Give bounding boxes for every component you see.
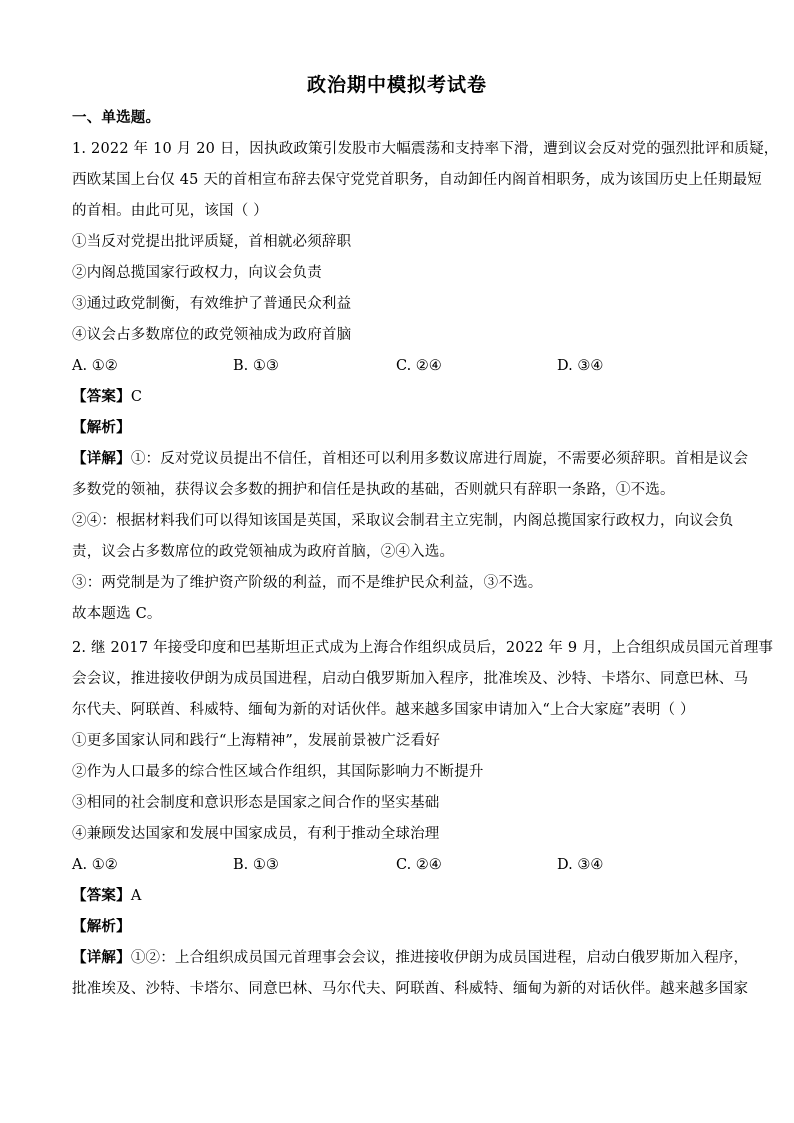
detail-tag: 【详解】 <box>72 949 131 966</box>
q1-detail-line-1 <box>72 449 748 469</box>
answer-tag: 【答案】 <box>72 388 131 405</box>
q1-option-d: D. ③④ <box>557 358 604 374</box>
q1-stem-line-2: 西欧某国上台仅 45 天的首相宣布辞去保守党党首职务，自动卸任内阁首相职务，成为该国历史上任期最短 <box>72 172 762 188</box>
detail-text: ①②：上合组织成员国元首理事会会议，推进接收伊朗为成员国进程，启动白俄罗斯加入程序， <box>130 950 749 966</box>
q2-answer <box>72 886 141 906</box>
q1-detail-line-5: ③：两党制是为了维护资产阶级的利益，而不是维护民众利益，③不选。 <box>72 575 543 591</box>
q1-detail-line-6: 故本题选 C。 <box>72 606 162 622</box>
q1-option-b: B. ①③ <box>233 358 279 374</box>
page-title: 政治期中模拟考试卷 <box>306 74 487 96</box>
q1-statement-3: ③通过政党制衡，有效维护了普通民众利益 <box>72 296 352 312</box>
q1-option-a: A. ①② <box>72 358 118 374</box>
q1-stem-line-1: 1. 2022 年 10 月 20 日，因执政政策引发股市大幅震荡和支持率下滑，遭到议会反对党的强烈批评和质疑， <box>72 141 779 157</box>
answer-tag: 【答案】 <box>72 887 131 904</box>
q2-analysis-tag: 【解析】 <box>72 918 131 935</box>
answer-value: A <box>130 888 142 904</box>
q2-detail-line-1 <box>72 948 748 968</box>
q1-statement-1: ①当反对党提出批评质疑，首相就必须辞职 <box>72 234 352 250</box>
q1-option-c: C. ②④ <box>396 358 442 374</box>
q2-statement-2: ②作为人口最多的综合性区域合作组织，其国际影响力不断提升 <box>72 764 484 780</box>
q2-option-a: A. ①② <box>72 857 118 873</box>
q2-option-d: D. ③④ <box>557 857 604 873</box>
q2-stem-line-3: 尔代夫、阿联酋、科威特、缅甸为新的对话伙伴。越来越多国家申请加入“上合大家庭”表明（ ） <box>72 702 695 718</box>
q1-statement-4: ④议会占多数席位的政党领袖成为政府首脑 <box>72 327 352 343</box>
q1-answer <box>72 387 142 407</box>
q2-statement-1: ①更多国家认同和践行“上海精神”，发展前景被广泛看好 <box>72 733 441 749</box>
q2-detail-line-2: 批准埃及、沙特、卡塔尔、同意巴林、马尔代夫、阿联酋、科威特、缅甸为新的对话伙伴。越来越多国家 <box>72 981 749 997</box>
q1-analysis-tag: 【解析】 <box>72 419 131 436</box>
answer-value: C <box>130 389 143 405</box>
q1-detail-line-4: 责，议会占多数席位的政党领袖成为政府首脑，②④入选。 <box>72 544 455 560</box>
q1-statement-2: ②内阁总揽国家行政权力，向议会负责 <box>72 265 322 281</box>
q2-statement-4: ④兼顾发达国家和发展中国家成员，有利于推动全球治理 <box>72 826 440 842</box>
detail-text: ①：反对党议员提出不信任，首相还可以利用多数议席进行周旋，不需要必须辞职。首相是议会 <box>130 451 749 467</box>
detail-tag: 【详解】 <box>72 450 131 467</box>
q2-option-c: C. ②④ <box>396 857 442 873</box>
q1-stem-line-3: 的首相。由此可见，该国（ ） <box>72 203 268 219</box>
q2-stem-line-2: 会会议，推进接收伊朗为成员国进程，启动白俄罗斯加入程序，批准埃及、沙特、卡塔尔、同意巴林、马 <box>72 671 749 687</box>
section-heading: 一、单选题。 <box>72 109 161 126</box>
q1-detail-line-3: ②④：根据材料我们可以得知该国是英国，采取议会制君主立宪制，内阁总揽国家行政权力，向议会负 <box>72 513 734 529</box>
q2-statement-3: ③相同的社会制度和意识形态是国家之间合作的坚实基础 <box>72 795 440 811</box>
q2-stem-line-1: 2. 继 2017 年接受印度和巴基斯坦正式成为上海合作组织成员后，2022 年 9 月，上合组织成员国元首理事 <box>72 640 774 656</box>
q1-detail-line-2: 多数党的领袖，获得议会多数的拥护和信任是执政的基础，否则就只有辞职一条路，①不选。 <box>72 482 675 498</box>
q2-option-b: B. ①③ <box>233 857 279 873</box>
